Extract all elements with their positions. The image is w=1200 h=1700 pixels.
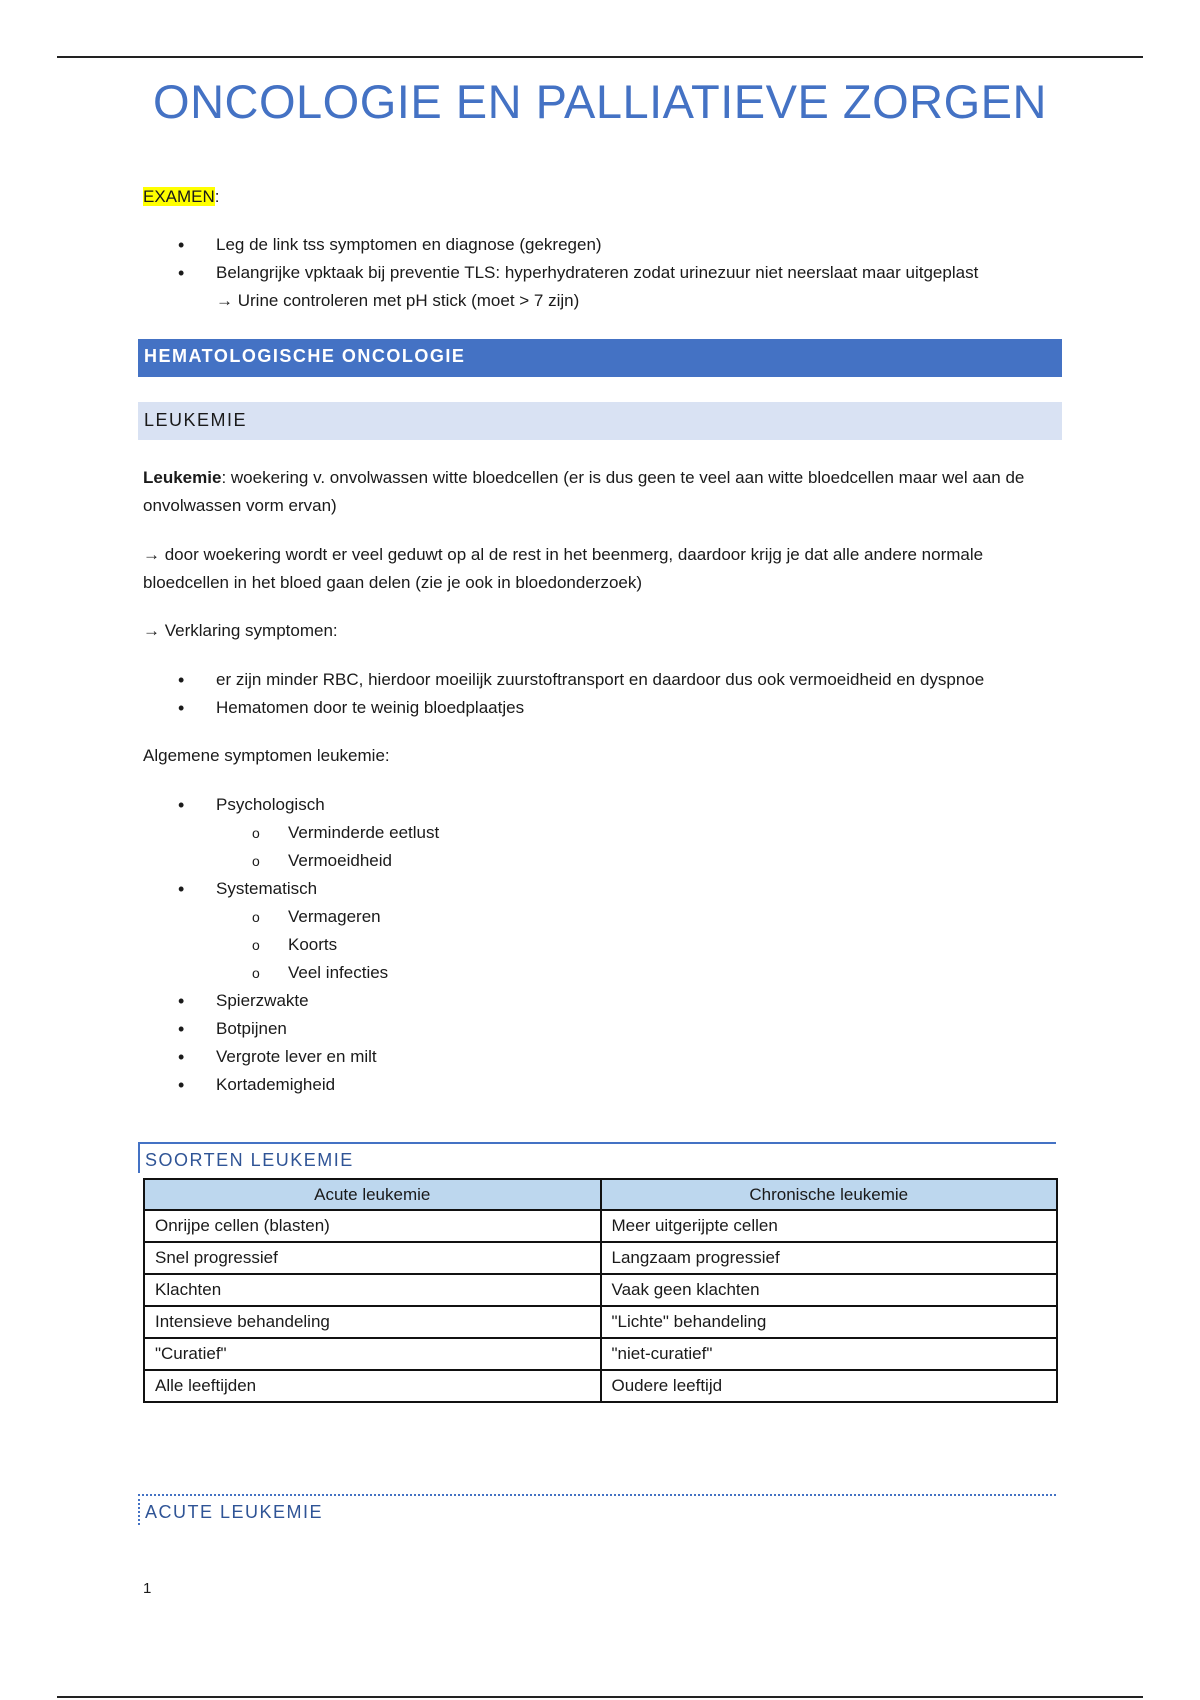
list-item: • Leg de link tss symptomen en diagnose (gekregen) [143, 231, 1063, 259]
list-item: • Systematisch [143, 875, 1063, 903]
exam-list [143, 231, 1063, 287]
leukemia-types-table [143, 1178, 1058, 1403]
list-item: o Veel infecties [143, 959, 1063, 987]
systematisch-sublist [143, 903, 1063, 987]
table-cell: Vaak geen klachten [601, 1274, 1058, 1306]
table-cell: Onrijpe cellen (blasten) [144, 1210, 601, 1242]
table-cell: Snel progressief [144, 1242, 601, 1274]
table-row [144, 1210, 1057, 1242]
exam-block [143, 183, 1063, 315]
list-item: • Botpijnen [143, 1015, 1063, 1043]
footer-rule [57, 1696, 1143, 1698]
general-symptoms-label: Algemene symptomen leukemie: [143, 746, 390, 765]
page-title: ONCOLOGIE EN PALLIATIEVE ZORGEN [153, 75, 1047, 128]
list-item: o Vermoeidheid [143, 847, 1063, 875]
list-item: o Vermageren [143, 903, 1063, 931]
list-item: • Belangrijke vpktaak bij preventie TLS: hyperhydrateren zodat urinezuur niet neerslaat maar uitgeplast [143, 259, 1063, 287]
table-row [144, 1242, 1057, 1274]
table-row [144, 1274, 1057, 1306]
exam-arrow-line: → Urine controleren met pH stick (moet > 7 zijn) [216, 291, 580, 310]
list-item: o Koorts [143, 931, 1063, 959]
list-item: • er zijn minder RBC, hierdoor moeilijk zuurstoftransport en daardoor dus ook vermoeidheid en dyspnoe [143, 666, 1063, 694]
exam-label-line [143, 183, 1063, 211]
table-cell: Intensieve behandeling [144, 1306, 601, 1338]
table-row [144, 1370, 1057, 1402]
page-number: 1 [143, 1580, 152, 1597]
list-item: • Kortademigheid [143, 1071, 1063, 1099]
general-symptoms-list [143, 791, 1063, 819]
psychologisch-sublist [143, 819, 1063, 875]
definition-paragraph [143, 464, 1063, 520]
symptoms-explanation-list [143, 666, 1063, 722]
exam-label-colon: : [214, 187, 220, 206]
definition-text: : woekering v. onvolwassen witte bloedcellen (er is dus geen te veel aan witte bloedcellen maar wel aan de onvolwassen vorm ervan) [143, 468, 1025, 515]
table-cell: Klachten [144, 1274, 601, 1306]
table-cell: Meer uitgerijpte cellen [601, 1210, 1058, 1242]
symptoms-intro: → Verklaring symptomen: [143, 621, 338, 640]
table-cell: Oudere leeftijd [601, 1370, 1058, 1402]
list-item: • Hematomen door te weinig bloedplaatjes [143, 694, 1063, 722]
arrow-paragraph: → door woekering wordt er veel geduwt op al de rest in het beenmerg, daardoor krijg je dat alle andere normale bloedcellen in het bloed gaan delen (zie je ook in bloedonderzoek) [143, 545, 984, 592]
list-item: • Psychologisch [143, 791, 1063, 819]
heading-acute-leukemie: ACUTE LEUKEMIE [138, 1494, 1056, 1525]
table-header-chronic: Chronische leukemie [601, 1179, 1058, 1210]
table-row [144, 1338, 1057, 1370]
general-symptoms-list-2 [143, 875, 1063, 903]
table-row [144, 1306, 1057, 1338]
general-symptoms-list-3 [143, 987, 1063, 1099]
table-cell: "Lichte" behandeling [601, 1306, 1058, 1338]
exam-label: EXAMEN [143, 187, 215, 206]
definition-term: Leukemie [143, 468, 222, 487]
sub-heading-leukemie: LEUKEMIE [138, 402, 1062, 440]
table-cell: Alle leeftijden [144, 1370, 601, 1402]
heading-soorten-leukemie: SOORTEN LEUKEMIE [138, 1142, 1056, 1173]
symptoms-explanation [143, 666, 1063, 722]
section-heading-hematologische-oncologie: HEMATOLOGISCHE ONCOLOGIE [138, 339, 1062, 377]
table-cell: Langzaam progressief [601, 1242, 1058, 1274]
table-cell: "Curatief" [144, 1338, 601, 1370]
table-cell: "niet-curatief" [601, 1338, 1058, 1370]
general-symptoms [143, 791, 1063, 1099]
list-item: • Spierzwakte [143, 987, 1063, 1015]
table-header-acute: Acute leukemie [144, 1179, 601, 1210]
list-item: o Verminderde eetlust [143, 819, 1063, 847]
header-rule [57, 56, 1143, 58]
table-header-row [144, 1179, 1057, 1210]
list-item: • Vergrote lever en milt [143, 1043, 1063, 1071]
